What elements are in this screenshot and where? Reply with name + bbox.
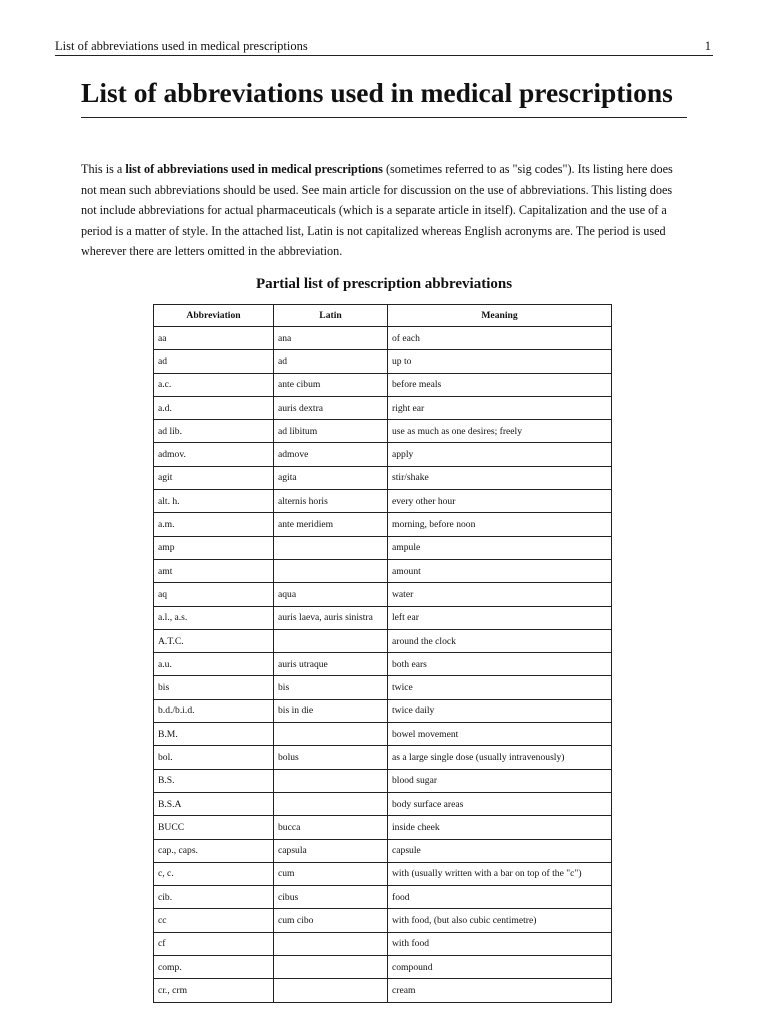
table-row: [154, 932, 612, 955]
cell-meaning: inside cheek: [388, 816, 612, 839]
cell-latin: alternis horis: [274, 490, 388, 513]
cell-latin: bolus: [274, 746, 388, 769]
running-header-title: List of abbreviations used in medical prescriptions: [55, 39, 308, 53]
cell-abbreviation: ad lib.: [154, 420, 274, 443]
table-row: [154, 629, 612, 652]
cell-abbreviation: cap., caps.: [154, 839, 274, 862]
cell-latin: auris dextra: [274, 396, 388, 419]
table-row: [154, 606, 612, 629]
cell-abbreviation: cc: [154, 909, 274, 932]
cell-meaning: ampule: [388, 536, 612, 559]
cell-abbreviation: ad: [154, 350, 274, 373]
cell-meaning: apply: [388, 443, 612, 466]
table-row: [154, 420, 612, 443]
table-row: [154, 513, 612, 536]
column-header-meaning: Meaning: [388, 305, 612, 327]
table-row: [154, 862, 612, 885]
cell-meaning: food: [388, 886, 612, 909]
column-header-abbreviation: Abbreviation: [154, 305, 274, 327]
table-row: [154, 909, 612, 932]
cell-abbreviation: c, c.: [154, 862, 274, 885]
cell-abbreviation: aq: [154, 583, 274, 606]
cell-meaning: twice daily: [388, 699, 612, 722]
cell-abbreviation: amp: [154, 536, 274, 559]
cell-latin: [274, 629, 388, 652]
cell-meaning: body surface areas: [388, 792, 612, 815]
cell-meaning: blood sugar: [388, 769, 612, 792]
cell-abbreviation: amt: [154, 559, 274, 582]
abbreviations-table: [153, 304, 612, 1003]
cell-meaning: right ear: [388, 396, 612, 419]
cell-abbreviation: a.m.: [154, 513, 274, 536]
cell-meaning: amount: [388, 559, 612, 582]
table-row: [154, 956, 612, 979]
cell-latin: agita: [274, 466, 388, 489]
cell-abbreviation: B.S.A: [154, 792, 274, 815]
table-row: [154, 373, 612, 396]
table-row: [154, 676, 612, 699]
intro-bold-term: list of abbreviations used in medical prescriptions: [125, 162, 383, 176]
cell-latin: aqua: [274, 583, 388, 606]
cell-latin: [274, 559, 388, 582]
cell-latin: auris utraque: [274, 653, 388, 676]
table-row: [154, 792, 612, 815]
cell-meaning: use as much as one desires; freely: [388, 420, 612, 443]
cell-meaning: up to: [388, 350, 612, 373]
table-caption: Partial list of prescription abbreviations: [255, 276, 513, 292]
cell-abbreviation: comp.: [154, 956, 274, 979]
cell-meaning: morning, before noon: [388, 513, 612, 536]
cell-meaning: water: [388, 583, 612, 606]
column-header-latin: Latin: [274, 305, 388, 327]
cell-meaning: compound: [388, 956, 612, 979]
intro-prefix: This is a: [81, 162, 126, 176]
table-row: [154, 979, 612, 1002]
cell-meaning: as a large single dose (usually intravenously): [388, 746, 612, 769]
cell-abbreviation: cf: [154, 932, 274, 955]
cell-latin: [274, 536, 388, 559]
cell-abbreviation: a.u.: [154, 653, 274, 676]
cell-meaning: cream: [388, 979, 612, 1002]
cell-latin: ad libitum: [274, 420, 388, 443]
table-row: [154, 816, 612, 839]
table-row: [154, 443, 612, 466]
table-row: [154, 396, 612, 419]
cell-latin: bucca: [274, 816, 388, 839]
cell-abbreviation: B.M.: [154, 723, 274, 746]
cell-meaning: every other hour: [388, 490, 612, 513]
table-row: [154, 769, 612, 792]
cell-latin: ante cibum: [274, 373, 388, 396]
cell-meaning: of each: [388, 327, 612, 350]
table-row: [154, 886, 612, 909]
table-row: [154, 350, 612, 373]
table-row: [154, 466, 612, 489]
cell-latin: [274, 979, 388, 1002]
page-number: 1: [704, 39, 711, 53]
cell-abbreviation: bol.: [154, 746, 274, 769]
cell-latin: cibus: [274, 886, 388, 909]
running-header: [55, 38, 713, 56]
cell-abbreviation: B.S.: [154, 769, 274, 792]
cell-latin: bis in die: [274, 699, 388, 722]
cell-meaning: with food: [388, 932, 612, 955]
cell-abbreviation: admov.: [154, 443, 274, 466]
cell-latin: [274, 956, 388, 979]
cell-meaning: twice: [388, 676, 612, 699]
table-row: [154, 327, 612, 350]
cell-abbreviation: b.d./b.i.d.: [154, 699, 274, 722]
table-row: [154, 746, 612, 769]
table-row: [154, 723, 612, 746]
cell-abbreviation: a.l., a.s.: [154, 606, 274, 629]
cell-latin: ante meridiem: [274, 513, 388, 536]
cell-latin: bis: [274, 676, 388, 699]
table-row: [154, 583, 612, 606]
table-row: [154, 559, 612, 582]
cell-abbreviation: aa: [154, 327, 274, 350]
table-row: [154, 699, 612, 722]
table-row: [154, 839, 612, 862]
cell-latin: [274, 723, 388, 746]
cell-latin: auris laeva, auris sinistra: [274, 606, 388, 629]
cell-meaning: both ears: [388, 653, 612, 676]
cell-meaning: left ear: [388, 606, 612, 629]
cell-latin: [274, 792, 388, 815]
table-row: [154, 653, 612, 676]
cell-meaning: stir/shake: [388, 466, 612, 489]
cell-latin: [274, 769, 388, 792]
cell-meaning: bowel movement: [388, 723, 612, 746]
cell-meaning: with food, (but also cubic centimetre): [388, 909, 612, 932]
cell-abbreviation: bis: [154, 676, 274, 699]
cell-latin: capsula: [274, 839, 388, 862]
cell-abbreviation: a.c.: [154, 373, 274, 396]
cell-abbreviation: a.d.: [154, 396, 274, 419]
intro-paragraph: [81, 159, 687, 262]
cell-meaning: capsule: [388, 839, 612, 862]
cell-abbreviation: cr., crm: [154, 979, 274, 1002]
intro-rest: (sometimes referred to as "sig codes"). Its listing here does not mean such abbreviations should be used. See main article for discussion on the use of abbreviations. This listing does not include abbreviations for actual pharmaceuticals (which is a separate article in itself). Capitalization and the use of a period is a matter of style. In the attached list, Latin is not capitalized whereas English acronyms are. The period is used wherever there are letters omitted in the abbreviation.: [81, 162, 673, 258]
table-row: [154, 490, 612, 513]
cell-abbreviation: agit: [154, 466, 274, 489]
cell-latin: admove: [274, 443, 388, 466]
cell-latin: ad: [274, 350, 388, 373]
cell-latin: [274, 932, 388, 955]
table-header-row: [154, 305, 612, 327]
table-row: [154, 536, 612, 559]
cell-latin: ana: [274, 327, 388, 350]
cell-latin: cum: [274, 862, 388, 885]
cell-abbreviation: cib.: [154, 886, 274, 909]
cell-meaning: with (usually written with a bar on top of the "c"): [388, 862, 612, 885]
table-body: [154, 327, 612, 1003]
cell-abbreviation: BUCC: [154, 816, 274, 839]
page-title: List of abbreviations used in medical prescriptions: [81, 76, 687, 118]
cell-meaning: around the clock: [388, 629, 612, 652]
cell-latin: cum cibo: [274, 909, 388, 932]
cell-abbreviation: A.T.C.: [154, 629, 274, 652]
cell-meaning: before meals: [388, 373, 612, 396]
cell-abbreviation: alt. h.: [154, 490, 274, 513]
